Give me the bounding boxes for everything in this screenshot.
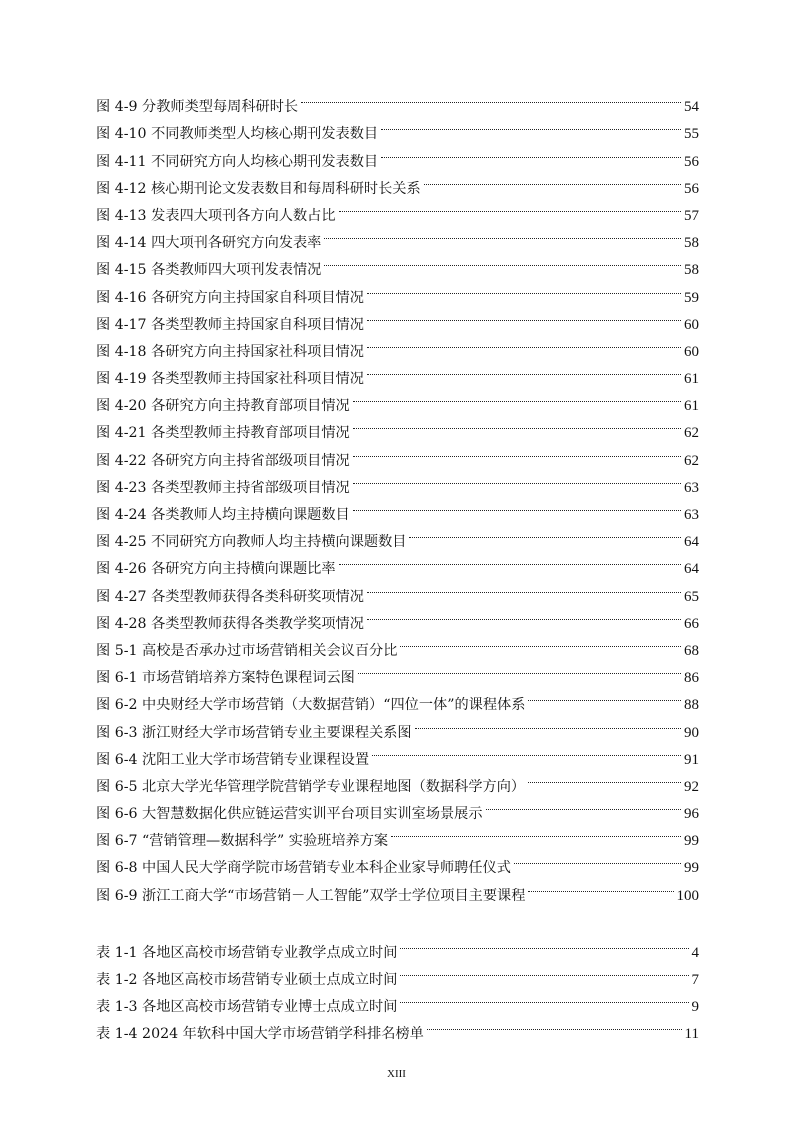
figure-entry-page: 91 (684, 751, 699, 768)
dot-leader (528, 872, 673, 899)
table-entry-page: 7 (691, 972, 699, 988)
figure-entry-label: 图 4-15 各类教师四大项刊发表情况 (96, 262, 322, 279)
figure-entry-page: 60 (684, 343, 699, 360)
dot-leader (301, 84, 681, 111)
figure-entry-page: 62 (684, 452, 699, 469)
dot-leader (367, 302, 681, 329)
figure-entry-page: 90 (684, 724, 699, 741)
figure-entry-label: 图 6-7 “营销管理—数据科学” 实验班培养方案 (96, 833, 389, 850)
dot-leader (409, 519, 681, 546)
page-number: XIII (387, 1068, 406, 1080)
dot-leader (367, 601, 681, 628)
figure-entry-label: 图 4-25 不同研究方向教师人均主持横向课题数目 (96, 534, 407, 551)
figure-entry-page: 88 (684, 697, 699, 714)
figure-entry-page: 68 (684, 642, 699, 659)
figure-entry-page: 62 (684, 425, 699, 442)
figure-entry-label: 图 4-28 各类型教师获得各类教学奖项情况 (96, 615, 364, 632)
figure-entry-label: 图 4-24 各类教师人均主持横向课题数目 (96, 507, 350, 523)
table-list (96, 930, 699, 1043)
dot-leader (367, 573, 681, 600)
dot-leader (400, 984, 688, 1011)
figure-entry-label: 图 4-19 各类型教师主持国家社科项目情况 (96, 371, 364, 388)
figure-entry-page: 63 (684, 479, 699, 496)
dot-leader (514, 845, 681, 872)
figure-entry-label: 图 6-8 中国人民大学商学院市场营销专业本科企业家导师聘任仪式 (96, 860, 511, 877)
dot-leader (528, 682, 681, 709)
figure-entry-page: 86 (684, 670, 699, 687)
dot-leader (391, 818, 681, 845)
dot-leader (415, 709, 681, 736)
figure-entry-label: 图 4-27 各类型教师获得各类科研奖项情况 (96, 588, 364, 605)
figure-entry-label: 图 4-14 四大项刊各研究方向发表率 (96, 235, 322, 252)
figure-entry-page: 56 (684, 180, 699, 197)
figure-entry-page: 99 (684, 833, 699, 850)
figure-entry-label: 图 4-11 不同研究方向人均核心期刊发表数目 (96, 153, 379, 170)
figure-entry-page: 92 (684, 778, 699, 795)
figure-entry-page: 96 (684, 806, 699, 823)
dot-leader (528, 764, 681, 791)
dot-leader (367, 274, 681, 301)
page-footer (0, 1068, 793, 1080)
dot-leader (400, 628, 681, 655)
figure-entry-label: 图 4-23 各类型教师主持省部级项目情况 (96, 479, 350, 496)
figure-entry-label: 图 6-1 市场营销培养方案特色课程词云图 (96, 670, 355, 687)
dot-leader (353, 492, 681, 519)
figure-entry-label: 图 6-5 北京大学光华管理学院营销学专业课程地图（数据科学方向） (96, 778, 526, 795)
figure-entry-page: 65 (684, 588, 699, 605)
figure-entry-page: 59 (684, 289, 699, 306)
figure-entry-page: 57 (684, 207, 699, 224)
table-entry-label: 表 1-3 各地区高校市场营销专业博士点成立时间 (96, 999, 398, 1016)
table-entry-label: 表 1-2 各地区高校市场营销专业硕士点成立时间 (96, 972, 398, 988)
figure-entry-label: 图 6-3 浙江财经大学市场营销专业主要课程关系图 (96, 724, 412, 741)
table-entry-label: 表 1-1 各地区高校市场营销专业教学点成立时间 (96, 944, 398, 961)
dot-leader (372, 737, 681, 764)
dot-leader (486, 791, 681, 818)
table-entry-page: 11 (684, 1026, 699, 1043)
dot-leader (353, 465, 681, 492)
dot-leader (358, 655, 681, 682)
figure-entry-page: 61 (684, 371, 699, 388)
figure-entry-label: 图 6-4 沈阳工业大学市场营销专业课程设置 (96, 751, 370, 768)
dot-leader (353, 437, 681, 464)
dot-leader (339, 193, 681, 220)
figure-entry-page: 66 (684, 615, 699, 632)
dot-leader (324, 220, 681, 247)
dot-leader (367, 329, 681, 356)
table-entry-label: 表 1-4 2024 年软科中国大学市场营销学科排名榜单 (96, 1026, 424, 1043)
figure-entry-page: 58 (684, 262, 699, 279)
table-entry[interactable] (96, 930, 699, 961)
dot-leader (367, 356, 681, 383)
figure-entry-page: 99 (684, 860, 699, 877)
figure-entry-page: 64 (684, 561, 699, 578)
table-entry-page: 4 (691, 944, 699, 961)
figure-entry-page: 55 (684, 126, 699, 143)
figure-entry-page: 54 (684, 99, 699, 116)
figure-entry-label: 图 4-18 各研究方向主持国家社科项目情况 (96, 343, 364, 360)
dot-leader (400, 930, 688, 957)
figure-list (96, 84, 699, 904)
figure-entry-label: 图 4-13 发表四大项刊各方向人数占比 (96, 207, 336, 224)
figure-entry-page: 60 (684, 316, 699, 333)
figure-entry-label: 图 4-20 各研究方向主持教育部项目情况 (96, 398, 350, 415)
dot-leader (424, 166, 681, 193)
figure-entry-label: 图 4-26 各研究方向主持横向课题比率 (96, 561, 336, 578)
figure-entry-label: 图 5-1 高校是否承办过市场营销相关会议百分比 (96, 642, 398, 659)
dot-leader (400, 957, 688, 984)
figure-entry-label: 图 4-10 不同教师类型人均核心期刊发表数目 (96, 126, 379, 143)
dot-leader (324, 247, 681, 274)
figure-entry-label: 图 4-22 各研究方向主持省部级项目情况 (96, 452, 350, 469)
figure-entry-page: 58 (684, 235, 699, 252)
figure-entry-label: 图 4-9 分教师类型每周科研时长 (96, 99, 299, 116)
figure-entry-label: 图 4-12 核心期刊论文发表数目和每周科研时长关系 (96, 180, 421, 197)
figure-entry-page: 63 (684, 507, 699, 523)
figure-entry-page: 64 (684, 534, 699, 551)
dot-leader (381, 111, 681, 138)
table-of-contents (96, 84, 699, 1043)
figure-entry-label: 图 6-9 浙江工商大学“市场营销－人工智能”双学士学位项目主要课程 (96, 887, 526, 904)
table-entry-page: 9 (691, 999, 699, 1016)
dot-leader (353, 410, 681, 437)
figure-entry-page: 56 (684, 153, 699, 170)
figure-entry-label: 图 4-21 各类型教师主持教育部项目情况 (96, 425, 350, 442)
dot-leader (353, 383, 681, 410)
figure-entry-page: 100 (676, 887, 699, 904)
dot-leader (381, 138, 681, 165)
figure-entry-label: 图 6-2 中央财经大学市场营销（大数据营销）“四位一体”的课程体系 (96, 697, 526, 714)
figure-entry-label: 图 6-6 大智慧数据化供应链运营实训平台项目实训室场景展示 (96, 806, 483, 823)
figure-entry-page: 61 (684, 398, 699, 415)
figure-entry-label: 图 4-16 各研究方向主持国家自科项目情况 (96, 289, 364, 306)
figure-entry[interactable] (96, 84, 699, 116)
dot-leader (427, 1011, 682, 1038)
figure-entry-label: 图 4-17 各类型教师主持国家自科项目情况 (96, 316, 364, 333)
dot-leader (339, 546, 681, 573)
